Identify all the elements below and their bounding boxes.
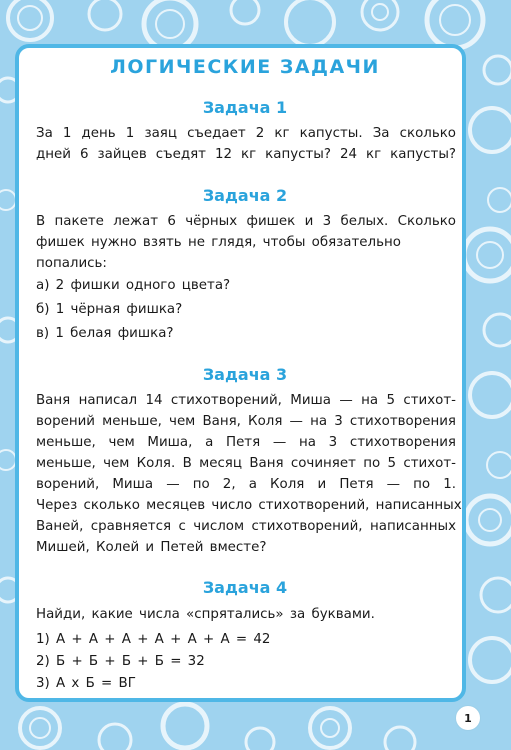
task-2-heading: Задача 2 — [202, 186, 288, 205]
task-1-text — [36, 123, 456, 165]
page-number: 1 — [455, 705, 481, 731]
task-4-equation-1: 1) А + А + А + А + А + А = 42 — [36, 632, 271, 647]
task-4-line: Найди, какие числа «спрятались» за буквами. — [36, 607, 375, 622]
task-3-heading: Задача 3 — [202, 365, 288, 384]
task-3-line: Через сколько месяцев число стихотворений, написанных — [36, 498, 462, 513]
task-2-line: фишек нужно взять не глядя, чтобы обязательно — [36, 235, 401, 250]
task-2-option-c: в) 1 белая фишка? — [36, 326, 174, 341]
task-4-heading: Задача 4 — [202, 578, 288, 597]
task-3-line: меньше, чем Коля. В месяц Ваня сочиняет по 5 стихот- — [36, 456, 456, 471]
task-2-option-a: а) 2 фишки одного цвета? — [36, 278, 231, 293]
task-3-line: ворений меньше, чем Ваня, Коля — на 3 стихотворения — [36, 414, 456, 429]
task-2-line: попались: — [36, 256, 107, 271]
task-3-line: Ваня написал 14 стихотворений, Миша — на 5 стихот- — [36, 393, 456, 408]
task-3-text — [36, 390, 462, 558]
task-3-line: меньше, чем Миша, а Петя — на 3 стихотворения — [36, 435, 456, 450]
task-4-equation-3: 3) А х Б = ВГ — [36, 676, 136, 691]
task-2-text — [36, 211, 456, 274]
task-1-line: За 1 день 1 заяц съедает 2 кг капусты. За сколько — [36, 126, 456, 141]
task-4-text — [36, 604, 456, 625]
task-2-option-b: б) 1 чёрная фишка? — [36, 302, 183, 317]
task-2-line: В пакете лежат 6 чёрных фишек и 3 белых. Сколько — [36, 214, 456, 229]
task-3-line: ворений, Миша — по 2, а Коля и Петя — по 1. — [36, 477, 456, 492]
task-1-line: дней 6 зайцев съедят 12 кг капусты? 24 кг капусты? — [36, 147, 456, 162]
task-4-equation-2: 2) Б + Б + Б + Б = 32 — [36, 654, 205, 669]
task-3-line: Мишей, Колей и Петей вместе? — [36, 540, 267, 555]
task-3-line: Ваней, сравняется с числом стихотворений, написанных — [36, 519, 456, 534]
page-title: ЛОГИЧЕСКИЕ ЗАДАЧИ — [110, 56, 380, 78]
task-1-heading: Задача 1 — [202, 98, 288, 117]
